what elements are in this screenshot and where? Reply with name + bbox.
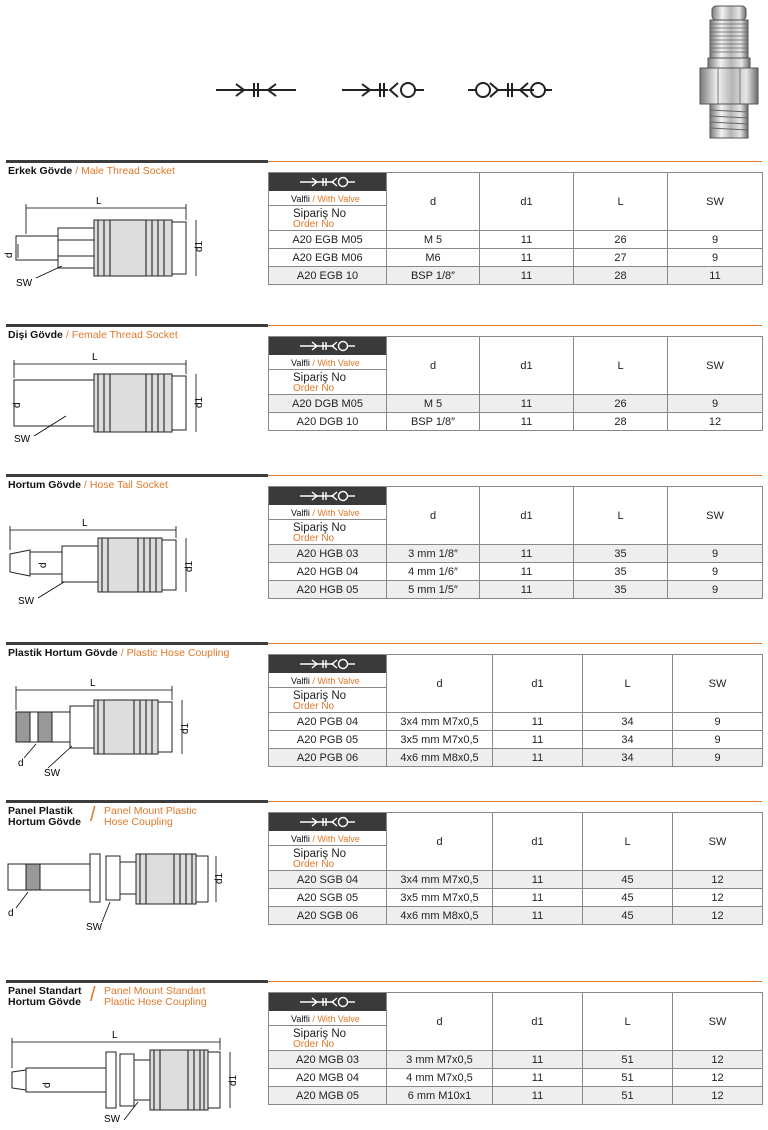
col-header: d (387, 337, 480, 395)
order-header: Valfli / With Valve Sipariş No Order No (269, 813, 387, 871)
section-female-thread-socket (0, 324, 768, 448)
label-SW: SW (44, 768, 61, 779)
col-header: d1 (480, 173, 574, 231)
male-socket-drawing (6, 188, 264, 288)
valve-valve-symbol-icon (468, 83, 552, 97)
col-header: SW (668, 173, 763, 231)
label-d: d (38, 562, 49, 568)
section-title: Hortum Gövde / Hose Tail Socket (8, 479, 168, 491)
table-row: A20 PGB 06 4x6 mm M8x0,5 11 34 9 (269, 749, 763, 767)
col-header: d1 (493, 813, 583, 871)
spec-table (268, 812, 763, 925)
col-header: d (387, 487, 480, 545)
col-header: SW (668, 337, 763, 395)
label-d1: d1 (214, 872, 225, 884)
plastic-hose-coupling-drawing (6, 676, 264, 780)
valve-symbol-icon (269, 337, 386, 355)
col-header: d (387, 813, 493, 871)
col-header: d1 (480, 487, 574, 545)
valve-symbol-icon (269, 487, 386, 505)
col-header: d1 (480, 337, 574, 395)
label-L: L (82, 518, 88, 529)
label-SW: SW (86, 922, 103, 933)
section-title: Erkek Gövde / Male Thread Socket (8, 165, 175, 177)
order-header: Valfli / With Valve Sipariş No Order No (269, 993, 387, 1051)
table-row: A20 SGB 05 3x5 mm M7x0,5 11 45 12 (269, 889, 763, 907)
spec-table (268, 654, 763, 767)
section-plastic-hose-coupling (0, 642, 768, 782)
order-header: Valfli / With Valve Sipariş No Order No (269, 655, 387, 713)
plug-plug-symbol-icon (216, 83, 296, 97)
plug-valve-symbol-icon (342, 83, 424, 97)
label-d1: d1 (194, 240, 205, 252)
col-header: L (583, 655, 673, 713)
col-header: SW (673, 655, 763, 713)
col-header: L (574, 487, 668, 545)
spec-table (268, 486, 763, 599)
label-d1: d1 (194, 396, 205, 408)
label-SW: SW (104, 1114, 121, 1125)
table-row: A20 HGB 04 4 mm 1/6″ 11 35 9 (269, 563, 763, 581)
label-L: L (96, 196, 102, 207)
section-title-en: Panel Mount Plastic Hose Coupling (104, 805, 197, 828)
section-male-thread-socket (0, 160, 768, 290)
section-title: Dişi Gövde / Female Thread Socket (8, 329, 178, 341)
table-row: A20 SGB 06 4x6 mm M8x0,5 11 45 12 (269, 907, 763, 925)
section-panel-mount-standart-coupling: Panel Standart Hortum Gövde / Panel Mount Standart Plastic Hose Coupling L d1 d SW Valfli / With Valve Sipariş No Order No d d1 L SW A20 MGB 03 3 mm M7x0,5 11 51 12 A20 MGB 04 4 mm M7x0,5 11 51 12 A20 MGB 05 6 mm M10x1 11 51 12 (0, 980, 768, 1126)
label-d: d (8, 908, 14, 919)
label-SW: SW (16, 278, 33, 289)
female-socket-drawing (6, 346, 264, 446)
label-d1: d1 (228, 1074, 239, 1086)
label-d1: d1 (180, 722, 191, 734)
col-header: d (387, 655, 493, 713)
col-header: SW (673, 993, 763, 1051)
section-title: Panel Plastik Hortum Gövde (8, 805, 81, 828)
order-header: Valfli / With Valve Sipariş No Order No (269, 487, 387, 545)
label-L: L (90, 678, 96, 689)
label-d: d (12, 402, 23, 408)
col-header: d1 (493, 993, 583, 1051)
section-title: Panel Standart Hortum Gövde (8, 985, 82, 1008)
col-header: d (387, 993, 493, 1051)
label-d: d (4, 252, 15, 258)
label-SW: SW (18, 596, 35, 607)
col-header: SW (668, 487, 763, 545)
section-panel-mount-plastic-hose-coupling: Panel Plastik Hortum Gövde / Panel Mount Plastic Hose Coupling d1 d SW Valfli / With Valve Sipariş No Order No d d1 L SW A20 SGB 04 3x4 mm M7x0,5 11 45 12 A20 SGB 05 3x5 mm M7x0,5 11 45 12 A20 SGB 06 4x6 mm M8x0,5 11 45 12 (0, 800, 768, 940)
table-row: A20 EGB M05 M 5 11 26 9 (269, 231, 763, 249)
col-header: SW (673, 813, 763, 871)
col-header: L (583, 813, 673, 871)
label-SW: SW (14, 434, 31, 445)
product-photo (692, 2, 766, 142)
label-d: d (42, 1082, 53, 1088)
table-row: A20 HGB 05 5 mm 1/5″ 11 35 9 (269, 581, 763, 599)
col-header: L (583, 993, 673, 1051)
valve-symbol-icon (269, 655, 386, 673)
col-header: L (574, 337, 668, 395)
table-row: A20 MGB 03 3 mm M7x0,5 11 51 12 (269, 1051, 763, 1069)
panel-standart-coupling-drawing (6, 1010, 264, 1124)
order-header: Valfli / With Valve Sipariş No Order No (269, 173, 387, 231)
spec-table (268, 992, 763, 1105)
table-row: A20 MGB 05 6 mm M10x1 11 51 12 (269, 1087, 763, 1105)
section-hose-tail-socket (0, 474, 768, 614)
col-header: d1 (493, 655, 583, 713)
table-row: A20 PGB 05 3x5 mm M7x0,5 11 34 9 (269, 731, 763, 749)
valve-symbol-icon (269, 173, 386, 191)
spec-table (268, 172, 763, 285)
table-row: A20 EGB 10 BSP 1/8″ 11 28 11 (269, 267, 763, 285)
valve-symbol-icon (269, 813, 386, 831)
table-row: A20 PGB 04 3x4 mm M7x0,5 11 34 9 (269, 713, 763, 731)
table-row: A20 SGB 04 3x4 mm M7x0,5 11 45 12 (269, 871, 763, 889)
spec-table (268, 336, 763, 431)
coupling-symbols (210, 72, 570, 108)
label-d: d (18, 758, 24, 769)
section-title-en: Panel Mount Standart Plastic Hose Coupling (104, 985, 207, 1008)
order-header: Valfli / With Valve Sipariş No Order No (269, 337, 387, 395)
valve-symbol-icon (269, 993, 386, 1011)
label-L: L (92, 352, 98, 363)
table-row: A20 DGB M05 M 5 11 26 9 (269, 395, 763, 413)
table-row: A20 EGB M06 M6 11 27 9 (269, 249, 763, 267)
col-header: L (574, 173, 668, 231)
section-title: Plastik Hortum Gövde / Plastic Hose Coupling (8, 647, 230, 659)
hose-tail-socket-drawing (6, 510, 264, 610)
table-row: A20 HGB 03 3 mm 1/8″ 11 35 9 (269, 545, 763, 563)
col-header: d (387, 173, 480, 231)
table-row: A20 DGB 10 BSP 1/8″ 11 28 12 (269, 413, 763, 431)
label-L: L (112, 1030, 118, 1041)
table-row: A20 MGB 04 4 mm M7x0,5 11 51 12 (269, 1069, 763, 1087)
label-d1: d1 (184, 560, 195, 572)
panel-plastic-coupling-drawing (6, 834, 264, 934)
